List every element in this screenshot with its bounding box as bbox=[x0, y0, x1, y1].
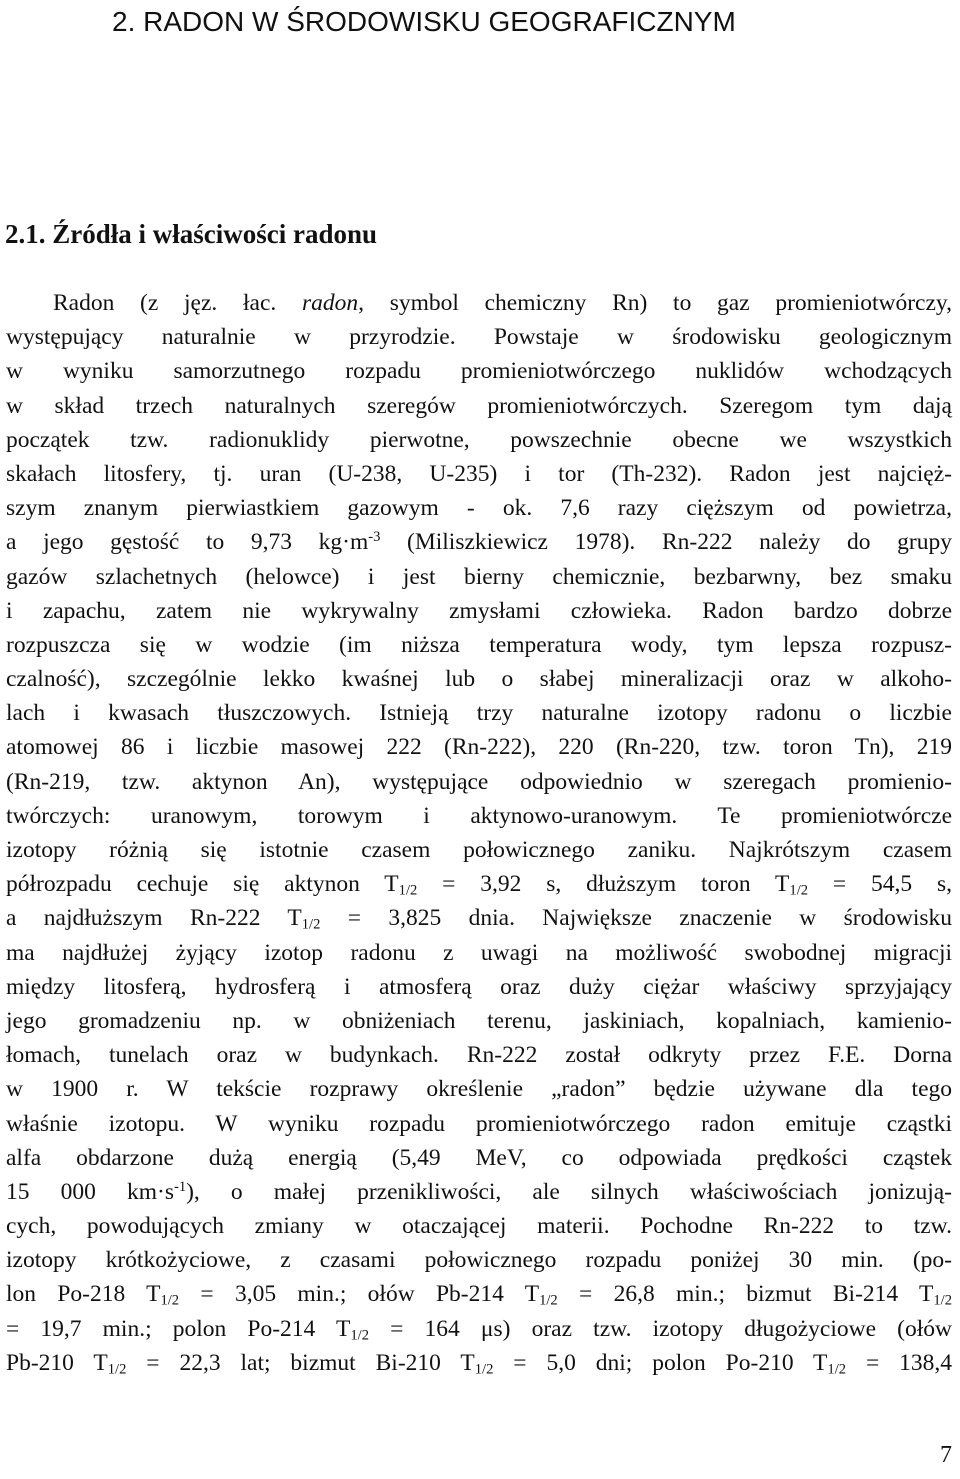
text-line: łomach, tunelach oraz w budynkach. Rn-222 został odkryty przez F.E. Dorna bbox=[6, 1042, 952, 1069]
text-line: w wyniku samorzutnego rozpadu promieniotwórczego nuklidów wchodzących bbox=[6, 358, 952, 385]
text-line: (Rn-219, tzw. aktynon An), występujące odpowiednio w szeregach promienio- bbox=[6, 768, 952, 795]
text-line: początek tzw. radionuklidy pierwotne, powszechnie obecne we wszystkich bbox=[6, 426, 952, 453]
text-line: alfa obdarzone dużą energią (5,49 MeV, co odpowiada prędkości cząstek bbox=[6, 1144, 952, 1171]
section-heading: 2.1. Źródła i właściwości radonu bbox=[5, 219, 378, 249]
text-line: występujący naturalnie w przyrodzie. Powstaje w środowisku geologicznym bbox=[6, 324, 952, 351]
text-line: Pb-210 $T_{1/2} = 22,3$ lat; bizmut Bi-210 $T_{1/2} = 5,0$ dni; polon Po-210 $T_{1/2} = 138,4$ bbox=[6, 1349, 952, 1378]
text-line: atomowej 86 i liczbie masowej 222 (Rn-222), 220 (Rn-220, tzw. toron Tn), 219 bbox=[6, 734, 952, 761]
page-number: 7 bbox=[940, 1442, 952, 1468]
text-line: lach i kwasach tłuszczowych. Istnieją trzy naturalne izotopy radonu o liczbie bbox=[6, 700, 952, 727]
chapter-title: 2. RADON W ŚRODOWISKU GEOGRAFICZNYM bbox=[112, 6, 736, 37]
text-line: = 19,7 min.; polon Po-214 $T_{1/2} = 164$ μs) oraz tzw. izotopy długożyciowe (ołów bbox=[6, 1315, 952, 1344]
text-line: a najdłuższym Rn-222 $T_{1/2} = 3,825$ dnia. Największe znaczenie w środowisku bbox=[6, 905, 952, 934]
text-line: i zapachu, zatem nie wykrywalny zmysłami człowieka. Radon bardzo dobrze bbox=[6, 597, 952, 624]
text-line: lon Po-218 $T_{1/2} = 3,05$ min.; ołów Pb-214 $T_{1/2} = 26,8$ min.; bizmut Bi-214 $T_{1/2}$ bbox=[6, 1281, 952, 1310]
text-line: w 1900 r. W tekście rozprawy określenie „radon” będzie używane dla tego bbox=[6, 1076, 952, 1103]
text-line: czalność), szczególnie lekko kwaśnej lub o słabej mineralizacji oraz w alkoho- bbox=[6, 666, 952, 693]
text-line: twórczych: uranowym, torowym i aktynowo-uranowym. Te promieniotwórcze bbox=[6, 802, 952, 829]
body-paragraph bbox=[6, 286, 952, 1380]
text-line: właśnie izotopu. W wyniku rozpadu promieniotwórczego radon emituje cząstki bbox=[6, 1110, 952, 1137]
text-line: gazów szlachetnych (helowce) i jest bierny chemicznie, bezbarwny, bez smaku bbox=[6, 563, 952, 590]
text-line: jego gromadzeniu np. w obniżeniach terenu, jaskiniach, kopalniach, kamienio- bbox=[6, 1007, 952, 1034]
text-line: izotopy różnią się istotnie czasem połowicznego zaniku. Najkrótszym czasem bbox=[6, 837, 952, 863]
text-line: między litosferą, hydrosferą i atmosferą oraz duży ciężar właściwy sprzyjający bbox=[6, 973, 952, 1000]
text-line: półrozpadu cechuje się aktynon $T_{1/2} = 3,92$ s, dłuższym toron $T_{1/2} = 54,5$ s, bbox=[6, 871, 953, 899]
text-line: rozpuszcza się w wodzie (im niższa temperatura wody, tym lepsza rozpusz- bbox=[6, 631, 952, 658]
text-line: szym znanym pierwiastkiem gazowym - ok. 7,6 razy cięższym od powietrza, bbox=[6, 495, 952, 522]
text-line: izotopy krótkożyciowe, z czasami połowicznego rozpadu poniżej 30 min. (po- bbox=[6, 1247, 952, 1274]
text-line: skałach litosfery, tj. uran (U-238, U-235) i tor (Th-232). Radon jest najcięż- bbox=[6, 460, 952, 487]
text-line: ma najdłużej żyjący izotop radonu z uwagi na możliwość swobodnej migracji bbox=[6, 939, 952, 966]
text-line: w skład trzech naturalnych szeregów promieniotwórczych. Szeregom tym dają bbox=[6, 392, 952, 419]
text-line: a jego gęstość to 9,73 $kg\cdot m^{-3}$ (Miliszkiewicz 1978). Rn-222 należy do grupy bbox=[6, 529, 952, 556]
text-line: Radon (z jęz. łac. radon, symbol chemiczny Rn) to gaz promieniotwórczy, bbox=[53, 290, 952, 316]
text-line: cych, powodujących zmiany w otaczającej materii. Pochodne Rn-222 to tzw. bbox=[6, 1213, 952, 1240]
text-line: 15 000 $km\cdot s^{-1}$), o małej przenikliwości, ale silnych właściwościach jonizują- bbox=[6, 1178, 952, 1205]
